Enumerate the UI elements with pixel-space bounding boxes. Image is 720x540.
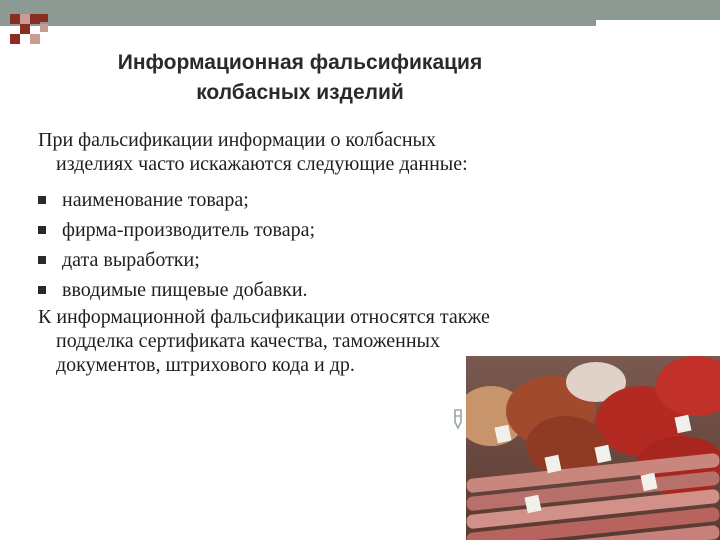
list-item-text: дата выработки; [62,249,200,271]
top-band-gap [596,20,720,26]
outro-line-1: К информационной фальсификации относятся также [38,306,490,328]
intro-line-1: При фальсификации информации о колбасных [38,129,436,151]
intro-line-2: изделиях часто искажаются следующие данные: [56,153,468,175]
square-bullet-icon [38,256,46,264]
bullet-list [36,185,315,305]
list-item-text: фирма-производитель товара; [62,219,316,241]
list-item [36,245,315,275]
list-item-text: наименование товара; [62,189,249,211]
clip-icon [452,408,464,430]
sausage-counter-photo [466,356,720,540]
list-item [36,185,315,215]
title-line-1: Информационная фальсификация [117,51,483,74]
title-line-2: колбасных изделий [196,81,404,104]
outro-line-3: документов, штрихового кода и др. [56,354,355,376]
slide-title [0,48,600,108]
square-bullet-icon [38,286,46,294]
intro-paragraph [38,128,468,176]
outro-paragraph [38,305,490,377]
list-item-text: вводимые пищевые добавки. [62,279,308,301]
outro-line-2: подделка сертификата качества, таможенных [56,330,440,352]
square-bullet-icon [38,226,46,234]
list-item [36,275,315,305]
list-item [36,215,315,245]
square-bullet-icon [38,196,46,204]
